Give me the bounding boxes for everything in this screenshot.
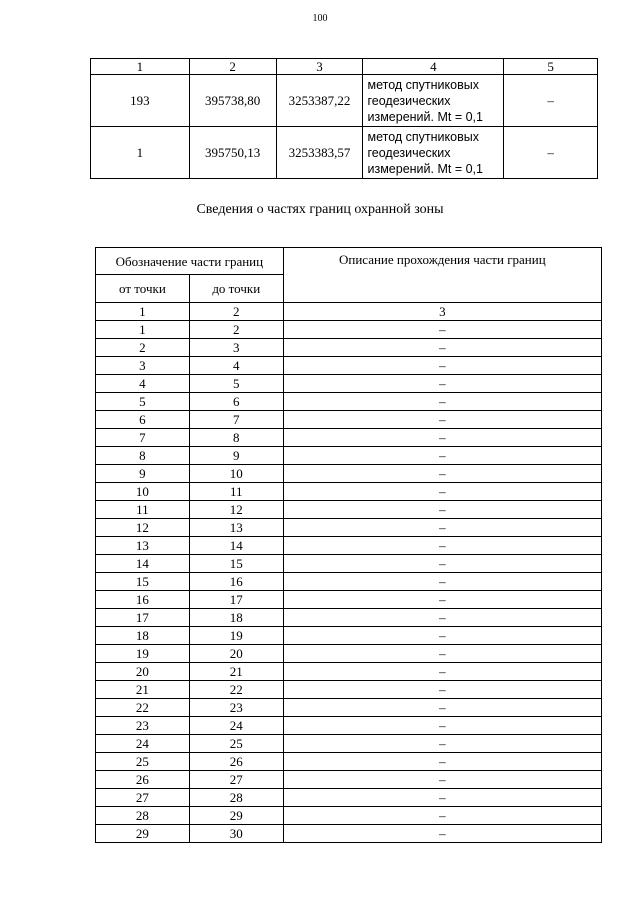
method-line: метод спутниковых	[367, 77, 479, 92]
table-row	[96, 825, 602, 843]
table-row	[96, 717, 602, 735]
description-cell: –	[283, 735, 601, 753]
to-point-cell: 19	[189, 627, 283, 645]
from-point-cell: 18	[96, 627, 190, 645]
table-row	[96, 555, 602, 573]
to-point-cell: 29	[189, 807, 283, 825]
to-point-cell: 2	[189, 321, 283, 339]
table-row	[96, 339, 602, 357]
to-point-cell: 23	[189, 699, 283, 717]
header-to-point: до точки	[189, 275, 283, 303]
coordinates-header-cell: 4	[363, 59, 504, 75]
description-cell: –	[283, 375, 601, 393]
note-cell: –	[504, 75, 598, 127]
from-point-cell: 12	[96, 519, 190, 537]
description-cell: –	[283, 663, 601, 681]
from-point-cell: 13	[96, 537, 190, 555]
to-point-cell: 3	[189, 339, 283, 357]
table-row	[96, 321, 602, 339]
coordinates-row	[91, 127, 598, 179]
method-line: метод спутниковых	[367, 129, 479, 144]
page-number: 100	[312, 13, 328, 24]
to-point-cell: 24	[189, 717, 283, 735]
from-point-cell: 20	[96, 663, 190, 681]
from-point-cell: 2	[96, 339, 190, 357]
method-description	[363, 127, 504, 179]
description-cell: –	[283, 699, 601, 717]
from-point-cell: 19	[96, 645, 190, 663]
table-row	[96, 375, 602, 393]
from-point-cell: 27	[96, 789, 190, 807]
description-cell: –	[283, 789, 601, 807]
table-row	[96, 681, 602, 699]
to-point-cell: 22	[189, 681, 283, 699]
table-row	[96, 807, 602, 825]
from-point-cell: 15	[96, 573, 190, 591]
method-line: геодезических	[367, 93, 451, 108]
table-row	[96, 789, 602, 807]
to-point-cell: 21	[189, 663, 283, 681]
coordinates-header-cell: 3	[276, 59, 363, 75]
to-point-cell: 12	[189, 501, 283, 519]
from-point-cell: 16	[96, 591, 190, 609]
table-row	[96, 447, 602, 465]
method-description	[363, 75, 504, 127]
index-cell: 1	[96, 303, 190, 321]
parts-header-row	[96, 248, 602, 275]
coordinate-x: 395750,13	[189, 127, 276, 179]
to-point-cell: 18	[189, 609, 283, 627]
to-point-cell: 17	[189, 591, 283, 609]
from-point-cell: 7	[96, 429, 190, 447]
to-point-cell: 28	[189, 789, 283, 807]
description-cell: –	[283, 393, 601, 411]
from-point-cell: 8	[96, 447, 190, 465]
coordinates-row	[91, 75, 598, 127]
description-cell: –	[283, 429, 601, 447]
table-row	[96, 753, 602, 771]
to-point-cell: 4	[189, 357, 283, 375]
from-point-cell: 29	[96, 825, 190, 843]
coordinates-header-cell: 2	[189, 59, 276, 75]
to-point-cell: 10	[189, 465, 283, 483]
to-point-cell: 5	[189, 375, 283, 393]
table-row	[96, 699, 602, 717]
description-cell: –	[283, 627, 601, 645]
header-description: Описание прохождения части границ	[283, 248, 601, 303]
description-cell: –	[283, 501, 601, 519]
table-row	[96, 357, 602, 375]
description-cell: –	[283, 519, 601, 537]
to-point-cell: 26	[189, 753, 283, 771]
to-point-cell: 25	[189, 735, 283, 753]
point-number: 193	[91, 75, 190, 127]
from-point-cell: 22	[96, 699, 190, 717]
from-point-cell: 17	[96, 609, 190, 627]
header-from-point: от точки	[96, 275, 190, 303]
description-cell: –	[283, 537, 601, 555]
to-point-cell: 27	[189, 771, 283, 789]
method-line: геодезических	[367, 145, 451, 160]
table-row	[96, 735, 602, 753]
to-point-cell: 7	[189, 411, 283, 429]
from-point-cell: 11	[96, 501, 190, 519]
parts-index-row	[96, 303, 602, 321]
to-point-cell: 14	[189, 537, 283, 555]
description-cell: –	[283, 465, 601, 483]
table-row	[96, 483, 602, 501]
table-row	[96, 501, 602, 519]
description-cell: –	[283, 825, 601, 843]
method-line: измерений. Mt = 0,1	[367, 161, 483, 176]
section-title: Сведения о частях границ охранной зоны	[196, 202, 444, 217]
table-row	[96, 645, 602, 663]
description-cell: –	[283, 411, 601, 429]
table-row	[96, 591, 602, 609]
from-point-cell: 21	[96, 681, 190, 699]
from-point-cell: 1	[96, 321, 190, 339]
from-point-cell: 23	[96, 717, 190, 735]
to-point-cell: 11	[189, 483, 283, 501]
from-point-cell: 6	[96, 411, 190, 429]
from-point-cell: 24	[96, 735, 190, 753]
table-row	[96, 429, 602, 447]
from-point-cell: 28	[96, 807, 190, 825]
coordinate-y: 3253383,57	[276, 127, 363, 179]
to-point-cell: 30	[189, 825, 283, 843]
table-row	[96, 393, 602, 411]
description-cell: –	[283, 447, 601, 465]
from-point-cell: 5	[96, 393, 190, 411]
description-cell: –	[283, 771, 601, 789]
description-cell: –	[283, 357, 601, 375]
from-point-cell: 10	[96, 483, 190, 501]
from-point-cell: 4	[96, 375, 190, 393]
from-point-cell: 9	[96, 465, 190, 483]
description-cell: –	[283, 807, 601, 825]
from-point-cell: 25	[96, 753, 190, 771]
description-cell: –	[283, 555, 601, 573]
coordinate-y: 3253387,22	[276, 75, 363, 127]
to-point-cell: 9	[189, 447, 283, 465]
coordinates-header-row	[91, 59, 598, 75]
coordinates-table	[90, 58, 598, 179]
index-cell: 3	[283, 303, 601, 321]
boundary-parts-table	[95, 247, 602, 843]
coordinates-header-cell: 1	[91, 59, 190, 75]
table-row	[96, 465, 602, 483]
table-row	[96, 609, 602, 627]
description-cell: –	[283, 645, 601, 663]
description-cell: –	[283, 609, 601, 627]
table-row	[96, 411, 602, 429]
table-row	[96, 663, 602, 681]
description-cell: –	[283, 681, 601, 699]
to-point-cell: 15	[189, 555, 283, 573]
to-point-cell: 13	[189, 519, 283, 537]
table-row	[96, 627, 602, 645]
method-line: измерений. Mt = 0,1	[367, 109, 483, 124]
to-point-cell: 20	[189, 645, 283, 663]
from-point-cell: 26	[96, 771, 190, 789]
to-point-cell: 6	[189, 393, 283, 411]
to-point-cell: 16	[189, 573, 283, 591]
description-cell: –	[283, 573, 601, 591]
description-cell: –	[283, 753, 601, 771]
description-cell: –	[283, 339, 601, 357]
description-cell: –	[283, 591, 601, 609]
coordinates-header-cell: 5	[504, 59, 598, 75]
table-row	[96, 573, 602, 591]
description-cell: –	[283, 717, 601, 735]
point-number: 1	[91, 127, 190, 179]
from-point-cell: 14	[96, 555, 190, 573]
coordinate-x: 395738,80	[189, 75, 276, 127]
index-cell: 2	[189, 303, 283, 321]
from-point-cell: 3	[96, 357, 190, 375]
table-row	[96, 771, 602, 789]
table-row	[96, 519, 602, 537]
to-point-cell: 8	[189, 429, 283, 447]
note-cell: –	[504, 127, 598, 179]
description-cell: –	[283, 321, 601, 339]
header-part-designation: Обозначение части границ	[96, 248, 284, 275]
table-row	[96, 537, 602, 555]
description-cell: –	[283, 483, 601, 501]
